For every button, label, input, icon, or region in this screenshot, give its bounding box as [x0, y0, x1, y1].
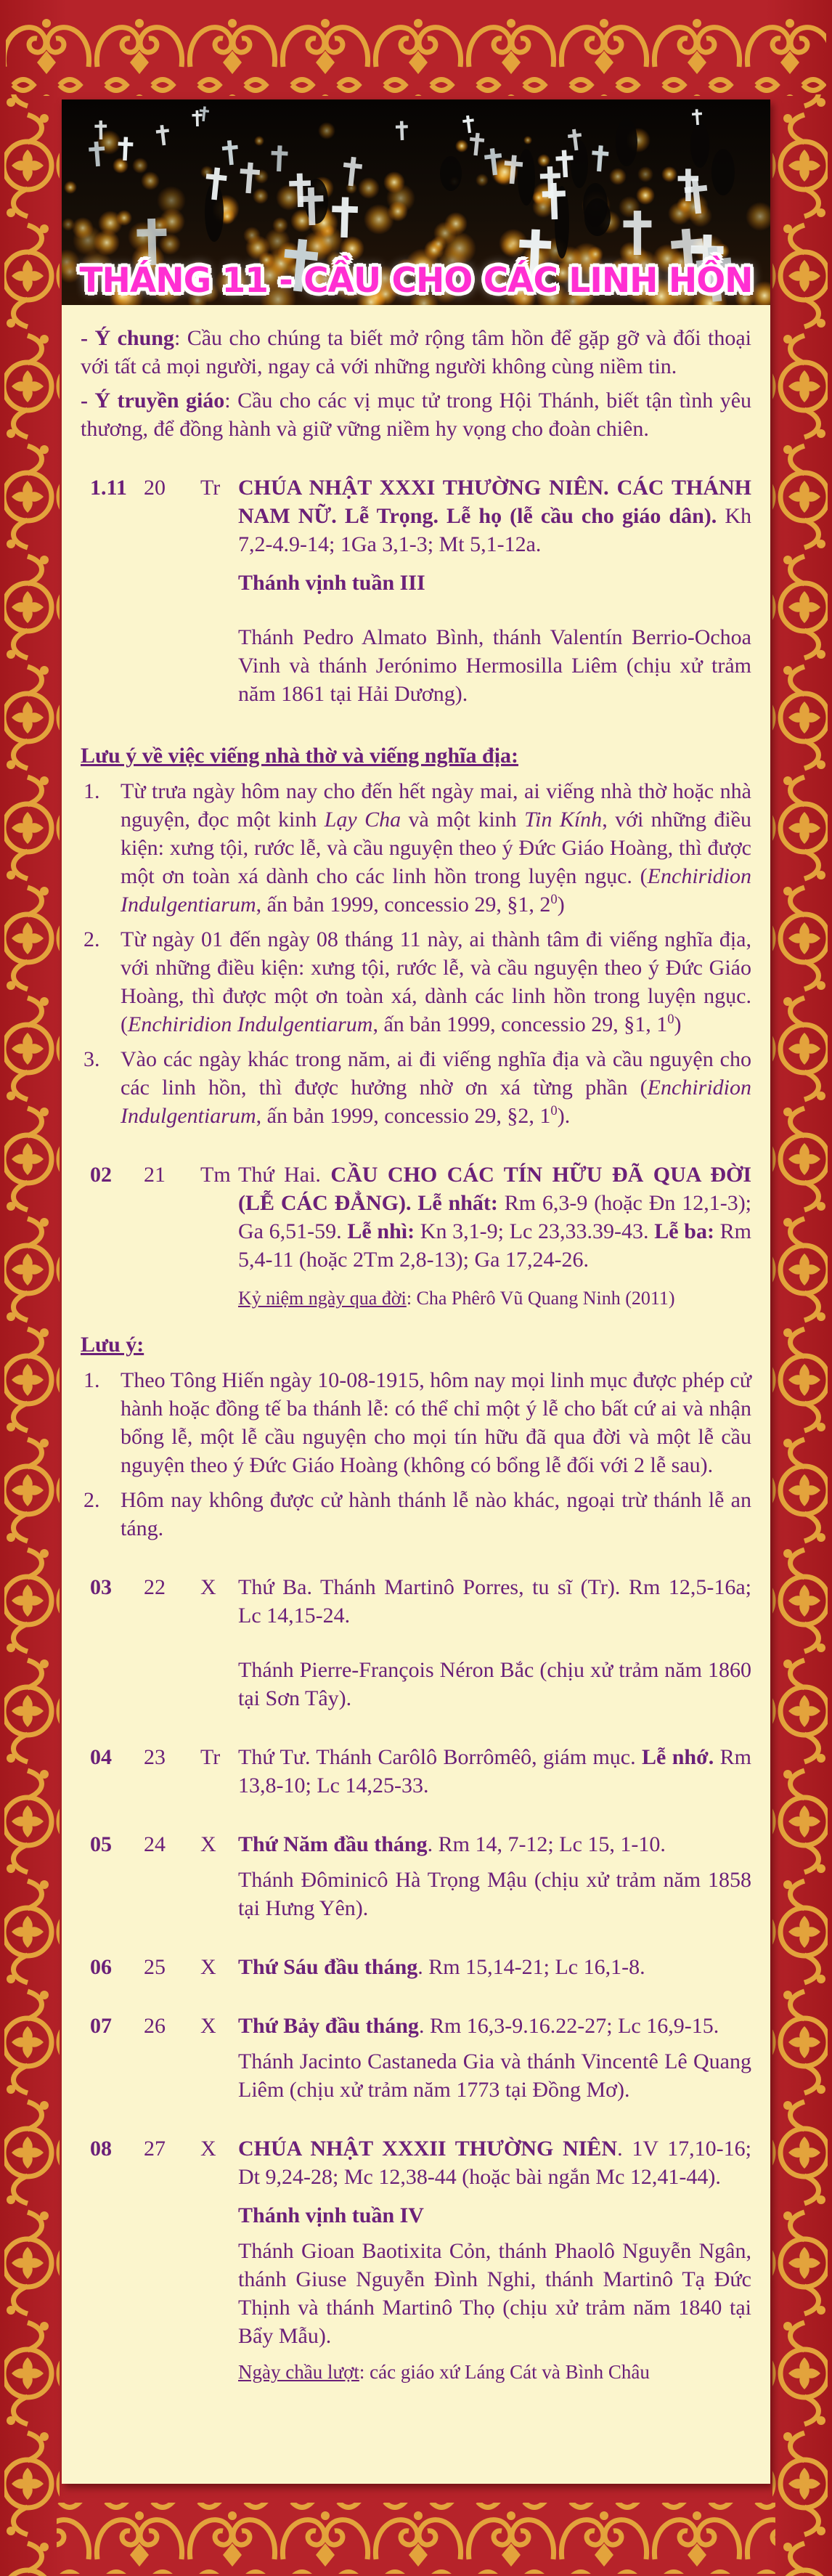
text-segment: Thánh Pedro Almato Bình, thánh Valentín Berrio-Ochoa Vinh và thánh Jerónimo Hermosilla Liêm (chịu xử trảm năm 1861 tại Hải Dương).	[238, 625, 751, 706]
entry-day-number: 03	[90, 1575, 112, 1599]
text-segment: Thánh Đôminicô Hà Trọng Mậu (chịu xử trảm năm 1858 tại Hưng Yên).	[238, 1868, 751, 1920]
text-segment: Kh 7,2-4.9-14; 1Ga 3,1-3; Mt 5,1-12a.	[238, 504, 751, 556]
entry-second-number: 21	[144, 1163, 166, 1187]
text-segment: - Ý chung	[81, 326, 174, 350]
text-segment: )	[557, 893, 565, 917]
text-segment: Hôm nay không được cử hành thánh lễ nào khác, ngoại trừ thánh lễ an táng.	[121, 1488, 751, 1540]
entry-day-number: 04	[90, 1745, 112, 1769]
text-segment: : Cha Phêrô Vũ Quang Ninh (2011)	[406, 1288, 675, 1309]
content-sheet	[62, 99, 770, 2484]
text-segment: Thánh vịnh tuần III	[238, 571, 425, 595]
entry-day-number: 1.11	[90, 476, 127, 500]
text-segment: )	[674, 1012, 682, 1036]
intention-paragraph	[81, 324, 751, 381]
entry-liturgical-color: Tm	[200, 1163, 231, 1187]
entry-second-number: 20	[144, 476, 166, 500]
entry-second-number: 26	[144, 2014, 166, 2038]
text-segment: CHÚA NHẬT XXXI THƯỜNG NIÊN. CÁC THÁNH NAM NỮ. Lễ Trọng. Lễ họ (lễ cầu cho giáo dân).	[238, 476, 751, 528]
text-segment: Lễ nhì:	[347, 1219, 415, 1243]
text-segment: . Rm 16,3-9.16.22-27; Lc 16,9-15.	[418, 2014, 719, 2038]
entry-day-number: 08	[90, 2137, 112, 2161]
entry-title-line	[238, 1573, 751, 1630]
calendar-entry	[90, 474, 751, 708]
entry-content	[238, 1743, 751, 1800]
entry-liturgical-color: X	[200, 1832, 216, 1856]
text-segment: Thánh Jacinto Castaneda Gia và thánh Vincentê Lê Quang Liêm (chịu xử trảm năm 1773 tại Đồng Mơ).	[238, 2049, 751, 2102]
entry-saints-note	[238, 1656, 751, 1712]
calendar-entry	[90, 2134, 751, 2386]
text-segment: - Ý truyền giáo	[81, 389, 225, 413]
notes-section	[81, 1330, 751, 1543]
text-segment: Lễ nhớ.	[642, 1745, 714, 1769]
text-segment: , ấn bản 1999, concessio 29, §1, 2	[256, 893, 551, 917]
notes-list	[81, 1366, 751, 1543]
text-segment: Rm 6,3-9 (hoặc Đn 12,1-3); Ga 6,51-59.	[238, 1191, 752, 1243]
text-segment: Theo Tông Hiến ngày 10-08-1915, hôm nay mọi linh mục được phép cử hành hoặc đồng tế ba thánh lễ: có thể chỉ một ý lễ cho bất cứ ai và nhận bổng lễ, một lễ cầu nguyện cho mọi tín hữu đã qua đời và một lễ cầu nguyện theo ý Đức Giáo Hoàng (không có bổng lễ đối với 2 lễ sau).	[121, 1368, 751, 1477]
entry-day-number: 07	[90, 2014, 112, 2038]
entry-memorial-note	[238, 1285, 751, 1312]
monthly-intentions	[81, 324, 751, 443]
notes-item	[81, 1045, 751, 1130]
notes-list	[81, 777, 751, 1130]
banner-title: THÁNG 11 - CẦU CHO CÁC LINH HỒN	[79, 261, 753, 301]
entry-liturgical-color: Tr	[200, 476, 221, 500]
text-segment: Lễ ba:	[654, 1219, 714, 1243]
entry-content	[238, 1830, 751, 1922]
calendar-entry	[90, 1830, 751, 1922]
text-segment: ).	[557, 1104, 571, 1128]
text-segment: 0	[550, 1103, 558, 1118]
entry-liturgical-color: X	[200, 1575, 216, 1599]
entry-title-line	[238, 1830, 751, 1858]
text-segment: Thánh Gioan Baotixita Cỏn, thánh Phaolô Nguyễn Ngân, thánh Giuse Nguyễn Đình Nghi, thánh Martinô Tạ Đức Thịnh và thánh Martinô Thọ (chịu xử trảm năm 1840 tại Bẩy Mẫu).	[238, 2239, 751, 2348]
calendar-entry	[90, 1573, 751, 1712]
text-segment: Từ ngày 01 đến ngày 08 tháng 11 này, ai thành tâm đi viếng nghĩa địa, với những điều kiện: xưng tội, rước lễ, và cầu nguyện theo ý Đức Giáo Hoàng, thì được một ơn toàn xá, dành các linh hồn trong luyện ngục. (	[121, 927, 751, 1036]
text-segment: Lạy Cha	[324, 808, 401, 832]
text-segment: Enchiridion Indulgentiarum	[128, 1012, 373, 1036]
text-segment: Thánh vịnh tuần IV	[238, 2203, 424, 2227]
text-segment: CHÚA NHẬT XXXII THƯỜNG NIÊN	[238, 2137, 618, 2161]
text-segment: : các giáo xứ Láng Cát và Bình Châu	[359, 2361, 650, 2383]
entry-liturgical-color: X	[200, 1955, 216, 1979]
notes-item	[81, 1486, 751, 1543]
text-segment: : Cầu cho các vị mục tử trong Hội Thánh, biết tận tình yêu thương, để đồng hành và giữ vững niềm hy vọng cho đoàn chiên.	[81, 389, 752, 441]
entry-liturgical-color: X	[200, 2137, 216, 2161]
bottom-border-band	[57, 2503, 775, 2574]
cemetery-photo	[62, 99, 770, 305]
calendar-entry	[90, 1743, 751, 1800]
text-segment: , ấn bản 1999, concessio 29, §1, 1	[372, 1012, 668, 1036]
text-segment: Ngày chầu lượt	[238, 2361, 359, 2383]
document-body	[62, 305, 770, 2386]
text-segment: Kn 3,1-9; Lc 23,33.39-43.	[415, 1219, 655, 1243]
entry-second-number: 23	[144, 1745, 166, 1769]
text-segment: Thứ Hai.	[238, 1163, 331, 1187]
entry-day-number: 05	[90, 1832, 112, 1856]
text-segment: : Cầu cho chúng ta biết mở rộng tâm hồn để gặp gỡ và đối thoại với tất cả mọi người, ngay cả với những người không cùng niềm tin.	[81, 326, 751, 378]
entry-second-number: 25	[144, 1955, 166, 1979]
text-segment: 0	[550, 892, 558, 907]
entry-title-line	[238, 2012, 751, 2040]
entry-title-line	[238, 2134, 751, 2191]
intention-paragraph	[81, 386, 751, 443]
calendar-entry	[90, 1161, 751, 1312]
entry-content	[238, 1953, 751, 1981]
entry-liturgical-color: X	[200, 2014, 216, 2038]
entry-saints-note	[238, 2047, 751, 2104]
left-border-band	[4, 94, 60, 2576]
entry-liturgical-color: Tr	[200, 1745, 221, 1769]
text-segment: Rm 13,8-10; Lc 14,25-33.	[238, 1745, 751, 1797]
text-segment: Thứ Bảy đầu tháng	[238, 2014, 419, 2038]
text-segment: 0	[667, 1012, 674, 1027]
entry-saints-note	[238, 1866, 751, 1922]
text-segment: Enchiridion Indulgentiarum	[121, 1076, 751, 1128]
entry-chau-note	[238, 2359, 751, 2386]
text-segment: Enchiridion Indulgentiarum	[121, 864, 751, 917]
entry-day-number: 02	[90, 1163, 112, 1187]
entry-content	[238, 474, 751, 708]
notes-item	[81, 1366, 751, 1479]
text-segment: . 1V 17,10-16; Dt 9,24-28; Mc 12,38-44 (hoặc bài ngắn Mc 12,41-44).	[238, 2137, 751, 2189]
text-segment: Từ trưa ngày hôm nay cho đến hết ngày mai, ai viếng nhà thờ hoặc nhà nguyện, đọc một kinh	[121, 779, 751, 832]
right-border-band	[772, 94, 828, 2576]
text-segment: Rm 5,4-11 (hoặc 2Tm 2,8-13); Ga 17,24-26.	[238, 1219, 751, 1272]
text-segment: và một kinh	[401, 808, 525, 832]
entry-content	[238, 2012, 751, 2104]
top-border-band	[6, 19, 826, 96]
entry-second-number: 27	[144, 2137, 166, 2161]
text-segment: , với những điều kiện: xưng tội, rước lễ, và cầu nguyện theo ý Đức Giáo Hoàng, thì được một ơn toàn xá dành cho các linh hồn trong luyện ngục. (	[121, 808, 751, 888]
entry-second-number: 22	[144, 1575, 166, 1599]
text-segment: Vào các ngày khác trong năm, ai đi viếng nghĩa địa và cầu nguyện cho các linh hồn, thì được hưởng nhờ ơn xá từng phần (	[121, 1047, 751, 1100]
notes-heading: Lưu ý:	[81, 1333, 144, 1357]
calendar-entry	[90, 2012, 751, 2104]
entry-content	[238, 1573, 751, 1712]
text-segment: Thứ Ba. Thánh Martinô Porres, tu sĩ (Tr). Rm 12,5-16a; Lc 14,15-24.	[238, 1575, 751, 1628]
text-segment: , ấn bản 1999, concessio 29, §2, 1	[256, 1104, 551, 1128]
notes-section	[81, 741, 751, 1130]
entry-title-line	[238, 1161, 751, 1274]
text-segment: . Rm 14, 7-12; Lc 15, 1-10.	[427, 1832, 666, 1856]
notes-item	[81, 925, 751, 1039]
entry-title-line	[238, 1953, 751, 1981]
text-segment: Tin Kính	[524, 808, 603, 832]
notes-item	[81, 777, 751, 919]
entry-saints-note	[238, 623, 751, 708]
text-segment: Thứ Năm đầu tháng	[238, 1832, 428, 1856]
text-segment: CẦU CHO CÁC TÍN HỮU ĐÃ QUA ĐỜI (LỄ CÁC ĐẲNG). Lễ nhất:	[238, 1163, 751, 1215]
notes-heading: Lưu ý về việc viếng nhà thờ và viếng nghĩa địa:	[81, 744, 519, 768]
entry-title-line	[238, 474, 751, 558]
text-segment: . Rm 15,14-21; Lc 16,1-8.	[417, 1955, 645, 1979]
entry-content	[238, 2134, 751, 2386]
entry-day-number: 06	[90, 1955, 112, 1979]
entry-psalter-note	[238, 569, 751, 597]
text-segment: Kỷ niệm ngày qua đời	[238, 1288, 407, 1309]
text-segment: Thánh Pierre-François Néron Bắc (chịu xử trảm năm 1860 tại Sơn Tây).	[238, 1658, 751, 1710]
entry-psalter-note	[238, 2201, 751, 2230]
text-segment: Thứ Sáu đầu tháng	[238, 1955, 418, 1979]
entry-saints-note	[238, 2237, 751, 2350]
entry-title-line	[238, 1743, 751, 1800]
calendar-entry	[90, 1953, 751, 1981]
calendar-blocks	[81, 474, 751, 2386]
text-segment: Thứ Tư. Thánh Carôlô Borrômêô, giám mục.	[238, 1745, 643, 1769]
entry-content	[238, 1161, 751, 1312]
entry-second-number: 24	[144, 1832, 166, 1856]
